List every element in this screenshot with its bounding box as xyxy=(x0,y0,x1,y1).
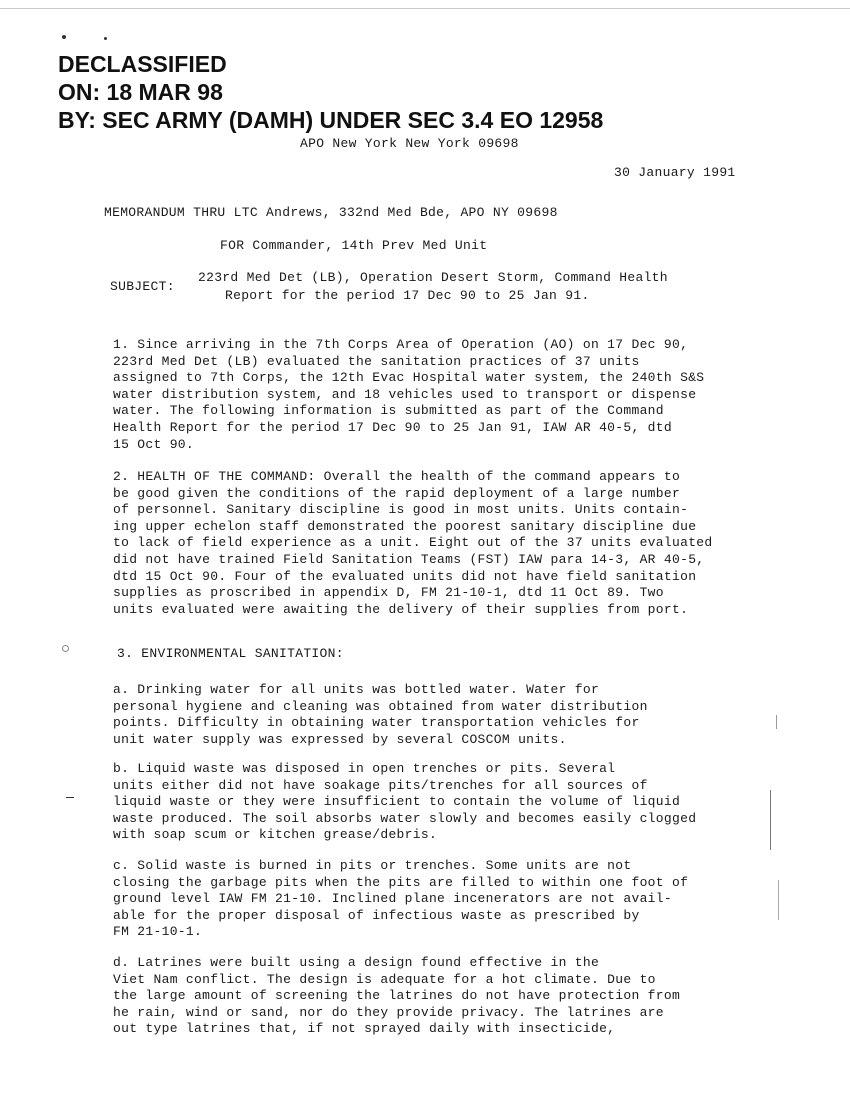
stamp-line-2: ON: 18 MAR 98 xyxy=(58,79,223,105)
paragraph-line: units either did not have soakage pits/trenches for all sources of xyxy=(113,777,648,793)
scan-speck xyxy=(66,797,74,798)
paragraph-line: with soap scum or kitchen grease/debris. xyxy=(113,827,438,843)
paragraph-line: FM 21-10-1. xyxy=(113,924,203,940)
paragraph-line: d. Latrines were built using a design found effective in the xyxy=(113,955,600,970)
scan-speck xyxy=(776,715,777,729)
paragraph-line: units evaluated were awaiting the delivery of their supplies from port. xyxy=(113,601,689,617)
scan-speck xyxy=(62,35,66,39)
paragraph-line: a. Drinking water for all units was bottled water. Water for xyxy=(113,682,600,697)
paragraph-3a xyxy=(113,682,648,748)
paragraph-line: liquid waste or they were insufficient to contain the volume of liquid xyxy=(113,794,681,810)
paragraph-line: points. Difficulty in obtaining water transportation vehicles for xyxy=(113,715,640,731)
scan-speck xyxy=(104,37,107,40)
paragraph-line: did not have trained Field Sanitation Teams (FST) IAW para 14-3, AR 40-5, xyxy=(113,551,705,567)
paragraph-line: supplies as proscribed in appendix D, FM 21-10-1, dtd 11 Oct 89. Two xyxy=(113,585,664,601)
stamp-line-3: BY: SEC ARMY (DAMH) UNDER SEC 3.4 EO 12958 xyxy=(58,107,604,133)
paragraph-line: out type latrines that, if not sprayed daily with insecticide, xyxy=(113,1021,616,1037)
paragraph-line: ing upper echelon staff demonstrated the poorest sanitary discipline due xyxy=(113,518,697,534)
paragraph-line: c. Solid waste is burned in pits or trenches. Some units are not xyxy=(113,858,632,873)
subject-label: SUBJECT: xyxy=(110,279,175,294)
paragraph-line: the large amount of screening the latrines do not have protection from xyxy=(113,988,681,1004)
paragraph-line: personal hygiene and cleaning was obtained from water distribution xyxy=(113,698,648,714)
subject-line-2: Report for the period 17 Dec 90 to 25 Jan 91. xyxy=(225,288,590,303)
paragraph-line: water. The following information is submitted as part of the Command xyxy=(113,403,664,419)
paragraph-line: 223rd Med Det (LB) evaluated the sanitation practices of 37 units xyxy=(113,353,640,369)
paragraph-line: waste produced. The soil absorbs water slowly and becomes easily clogged xyxy=(113,810,697,826)
section-3-heading: 3. ENVIRONMENTAL SANITATION: xyxy=(117,646,344,661)
paragraph-line: Viet Nam conflict. The design is adequate for a hot climate. Due to xyxy=(113,971,656,987)
paragraph-2 xyxy=(113,469,713,618)
memo-for-line: FOR Commander, 14th Prev Med Unit xyxy=(220,238,488,253)
paragraph-line: closing the garbage pits when the pits are filled to within one foot of xyxy=(113,874,689,890)
paragraph-line: unit water supply was expressed by several COSCOM units. xyxy=(113,731,567,747)
paragraph-line: ground level IAW FM 21-10. Inclined plane incenerators are not avail- xyxy=(113,891,672,907)
stamp-line-1: DECLASSIFIED xyxy=(58,51,227,77)
memo-thru-line: MEMORANDUM THRU LTC Andrews, 332nd Med Bde, APO NY 09698 xyxy=(104,205,558,220)
paragraph-line: 1. Since arriving in the 7th Corps Area of Operation (AO) on 17 Dec 90, xyxy=(113,337,689,352)
paragraph-line: 2. HEALTH OF THE COMMAND: Overall the health of the command appears to xyxy=(113,469,681,484)
paragraph-line: dtd 15 Oct 90. Four of the evaluated units did not have field sanitation xyxy=(113,568,697,584)
paragraph-line: he rain, wind or sand, nor do they provide privacy. The latrines are xyxy=(113,1004,664,1020)
paragraph-3d xyxy=(113,955,680,1038)
paragraph-line: assigned to 7th Corps, the 12th Evac Hospital water system, the 240th S&S xyxy=(113,370,705,386)
paragraph-line: water distribution system, and 18 vehicles used to transport or dispense xyxy=(113,386,697,402)
paragraph-line: Health Report for the period 17 Dec 90 to 25 Jan 91, IAW AR 40-5, dtd xyxy=(113,419,672,435)
paragraph-line: able for the proper disposal of infectious waste as prescribed by xyxy=(113,907,640,923)
paragraph-3c xyxy=(113,858,688,941)
apo-address: APO New York New York 09698 xyxy=(300,136,519,151)
paragraph-line: be good given the conditions of the rapid deployment of a large number xyxy=(113,485,681,501)
scan-speck xyxy=(62,645,69,652)
paragraph-line: to lack of field experience as a unit. Eight out of the 37 units evaluated xyxy=(113,535,713,551)
declassified-stamp xyxy=(58,50,603,134)
scan-speck xyxy=(0,8,850,9)
paragraph-3b xyxy=(113,761,696,844)
paragraph-line: b. Liquid waste was disposed in open trenches or pits. Several xyxy=(113,761,616,776)
paragraph-line: 15 Oct 90. xyxy=(113,436,195,452)
paragraph-line: of personnel. Sanitary discipline is good in most units. Units contain- xyxy=(113,502,689,518)
scan-speck xyxy=(770,790,771,850)
paragraph-1 xyxy=(113,337,704,453)
subject-line-1: 223rd Med Det (LB), Operation Desert Storm, Command Health xyxy=(198,270,668,285)
memo-date: 30 January 1991 xyxy=(614,165,736,180)
scan-speck xyxy=(778,880,779,920)
